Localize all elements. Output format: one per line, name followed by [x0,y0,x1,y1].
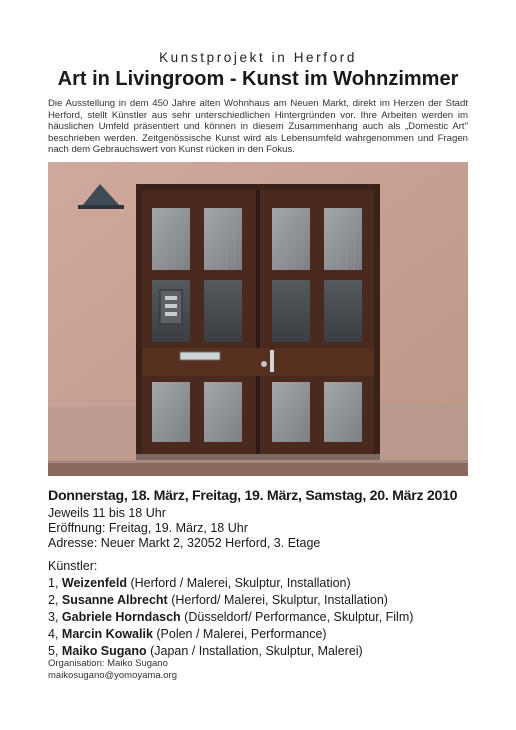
artists-heading: Künstler: [48,559,98,573]
list-item [48,592,413,609]
event-hours: Jeweils 11 bis 18 Uhr [48,506,166,520]
organisation-line: Organisation: Maiko Sugano [48,658,168,669]
door-handle [270,350,274,372]
artist-number: 1, [48,576,62,590]
artists-list [48,558,413,660]
page-title: Art in Livingroom - Kunst im Wohnzimmer [57,68,459,90]
artist-number: 3, [48,610,62,624]
artist-details: (Düsseldorf/ Performance, Skulptur, Film) [180,610,414,624]
artist-details: (Herford / Malerei, Skulptur, Installation) [126,576,351,590]
artist-name: Gabriele Horndasch [61,610,181,624]
artist-name: Maiko Sugano [61,644,147,658]
artist-number: 2, [48,593,62,607]
artist-details: (Polen / Malerei, Performance) [152,627,327,641]
artist-name: Weizenfeld [61,576,127,590]
door-photo [48,162,468,476]
list-item [48,626,413,643]
event-address: Adresse: Neuer Markt 2, 32052 Herford, 3. Etage [48,536,321,550]
mail-slot [180,352,220,360]
artist-details: (Japan / Installation, Skulptur, Malerei) [146,644,363,658]
list-item [48,575,413,592]
organisation [48,658,177,682]
event-info [48,506,320,551]
organisation-email[interactable]: maikosugano@yomoyama.org [48,670,177,681]
artist-number: 4, [48,627,62,641]
artist-details: (Herford/ Malerei, Skulptur, Installation) [167,593,388,607]
event-opening: Eröffnung: Freitag, 19. März, 18 Uhr [48,521,248,535]
list-item [48,609,413,626]
artist-name: Marcin Kowalik [61,627,153,641]
event-dates: Donnerstag, 18. März, Freitag, 19. März, Samstag, 20. März 2010 [48,488,458,504]
artist-name: Susanne Albrecht [61,593,168,607]
artist-number: 5, [48,644,62,658]
intro-paragraph: Die Ausstellung in dem 450 Jahre alten Wohnhaus am Neuen Markt, direkt im Herzen der Stadt Herford, stellt Künstler aus sehr unterschiedlichen Hintergründen vor. Ihre Arbeiten werden im häuslichen Umfeld präsentiert und können in diesem Zusammenhang auch als „Domestic Art" beschrieben werden. Zeitgenössische Kunst wird als Lebensumfeld wahrgenommen und Fragen nach dem Gebrauchswert von Kunst rücken in den Fokus. [48,98,468,156]
kicker: Kunstprojekt in Herford [159,50,357,65]
